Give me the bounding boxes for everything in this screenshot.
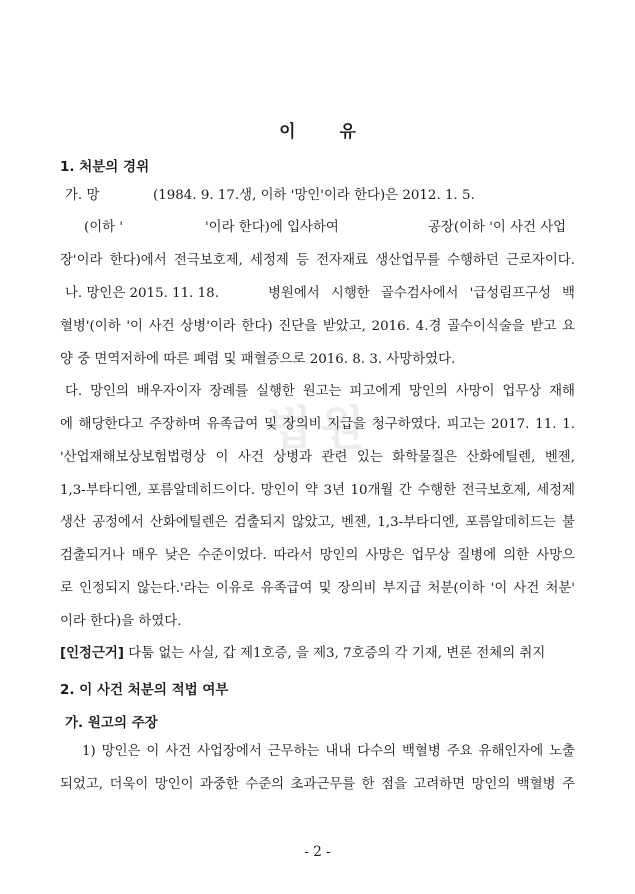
para-na-line1-b: 병원에서 시행한 골수검사에서 '급성림프구성 백 bbox=[268, 286, 575, 301]
para-ga-line2-a: (이하 ' bbox=[84, 220, 124, 235]
evidence-basis-text: 다툼 없는 사실, 갑 제1호증, 을 제3, 7호증의 각 기재, 변론 전체의 취지 bbox=[128, 646, 546, 661]
section-2a-heading: 가. 원고의 주장 bbox=[65, 715, 158, 731]
para-na-line3: 양 중 면역저하에 따른 폐렴 및 패혈증으로 2016. 8. 3. 사망하였다. bbox=[60, 352, 456, 367]
section-2-heading: 2. 이 사건 처분의 적법 여부 bbox=[60, 682, 229, 698]
para-da-line4: 1,3-부타디엔, 포름알데히드이다. 망인이 약 3년 10개월 간 수행한 전극보호제, 세정제 bbox=[60, 483, 575, 498]
document-title: 이 유 bbox=[279, 122, 356, 142]
para-ga-line2-c: 공장(이하 '이 사건 사업 bbox=[428, 220, 567, 235]
para-ga-line1-prefix: 가. 망 bbox=[65, 188, 100, 203]
para-da-line7: 로 인정되지 않는다.'라는 이유로 유족급여 및 장의비 부지급 처분(이하 '이 사건 처분' bbox=[60, 581, 575, 596]
para-ga-line3: 장'이라 한다)에서 전극보호제, 세정제 등 전자재료 생산업무를 수행하던 근로자이다. bbox=[60, 253, 575, 268]
para-na-line1-a: 나. 망인은 2015. 11. 18. bbox=[65, 286, 219, 301]
section-1-heading: 1. 처분의 경위 bbox=[60, 159, 150, 175]
page-number: - 2 - bbox=[304, 844, 331, 860]
para-da-line2: 에 해당한다고 주장하며 유족급여 및 장의비 지급을 청구하였다. 피고는 2017. 11. 1. bbox=[60, 417, 575, 432]
para-da-line3: '산업재해보상보험법령상 이 사건 상병과 관련 있는 화학물질은 산화에틸렌, 벤젠, bbox=[60, 450, 575, 465]
para-da-line5: 생산 공정에서 산화에틸렌은 검출되지 않았고, 벤젠, 1,3-부타디엔, 포름알데히드는 불 bbox=[60, 515, 575, 530]
claim-1-line1: 1) 망인은 이 사건 사업장에서 근무하는 내내 다수의 백혈병 주요 유해인자에 노출 bbox=[82, 744, 575, 759]
court-watermark: 법원 bbox=[267, 401, 373, 455]
evidence-basis bbox=[60, 644, 545, 664]
claim-1-line2: 되었고, 더욱이 망인이 과중한 수준의 초과근무를 한 점을 고려하면 망인의 백혈병 주 bbox=[60, 777, 575, 792]
para-ga-line2-b: '이라 한다)에 입사하여 bbox=[205, 220, 339, 235]
para-na-line2: 혈병'(이하 '이 사건 상병'이라 한다) 진단을 받았고, 2016. 4.경 골수이식술을 받고 요 bbox=[60, 319, 575, 334]
para-ga-line1-rest: (1984. 9. 17.생, 이하 '망인'이라 한다)은 2012. 1. 5. bbox=[153, 188, 475, 203]
para-da-line6: 검출되거나 매우 낮은 수준이었다. 따라서 망인의 사망은 업무상 질병에 의한 사망으 bbox=[60, 548, 575, 563]
para-da-line1: 다. 망인의 배우자이자 장례를 실행한 원고는 피고에게 망인의 사망이 업무상 재해 bbox=[65, 384, 575, 399]
para-da-line8: 이라 한다)을 하였다. bbox=[60, 614, 182, 629]
evidence-basis-label: [인정근거] bbox=[60, 646, 124, 661]
